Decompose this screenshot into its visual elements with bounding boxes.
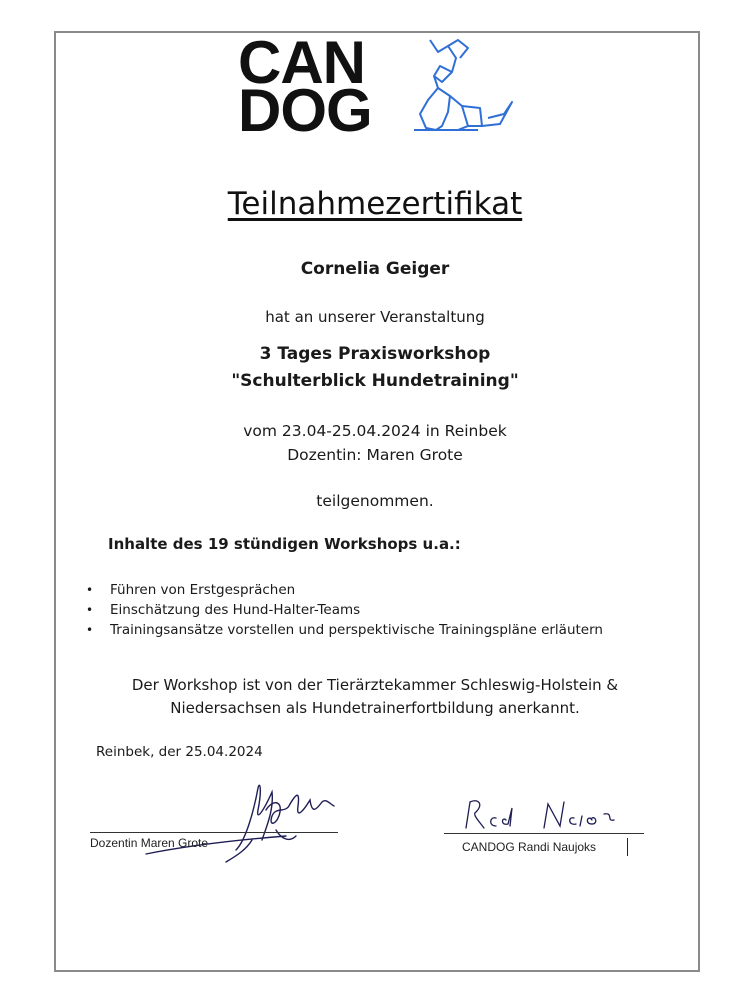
contents-heading: Inhalte des 19 stündigen Workshops u.a.:	[108, 535, 461, 553]
recognition-line1: Der Workshop ist von der Tierärztekammer Schleswig-Holstein &	[131, 676, 619, 694]
bullet-icon: •	[86, 623, 94, 637]
participated-text: teilgenommen.	[316, 492, 434, 510]
signature-line-left	[90, 832, 338, 833]
recognition-line2: Niedersachsen als Hundetrainerfortbildung anerkannt.	[170, 699, 580, 717]
dog-outline-icon	[408, 36, 518, 136]
place-date: Reinbek, der 25.04.2024	[96, 744, 263, 760]
list-item: • Trainingsansätze vorstellen und perspektivische Trainingspläne erläutern	[86, 622, 603, 638]
list-item: • Einschätzung des Hund-Halter-Teams	[86, 602, 361, 618]
handwritten-signature-left	[86, 770, 346, 866]
bullet-icon: •	[86, 603, 94, 617]
signature-left	[86, 770, 346, 866]
candog-logo	[238, 29, 518, 144]
contents-list	[86, 580, 603, 640]
bullet-icon: •	[86, 583, 94, 597]
event-lecturer: Dozentin: Maren Grote	[287, 446, 463, 464]
logo-text-dog: DOG	[238, 77, 372, 144]
logo-text-can: CAN	[238, 29, 365, 96]
signature-line-right	[444, 833, 644, 834]
certificate-title: Teilnahmezertifikat	[227, 186, 523, 222]
event-date-location: vom 23.04-25.04.2024 in Reinbek	[243, 422, 507, 440]
signature-label-right: CANDOG Randi Naujoks	[462, 840, 597, 854]
text-cursor	[627, 838, 628, 856]
event-title-line2: "Schulterblick Hundetraining"	[231, 371, 519, 391]
signature-label-left: Dozentin Maren Grote	[90, 836, 209, 850]
list-item: • Führen von Erstgesprächen	[86, 582, 296, 598]
participant-name: Cornelia Geiger	[300, 259, 450, 279]
intro-text: hat an unserer Veranstaltung	[265, 308, 485, 326]
event-title-line1: 3 Tages Praxisworkshop	[259, 344, 491, 364]
